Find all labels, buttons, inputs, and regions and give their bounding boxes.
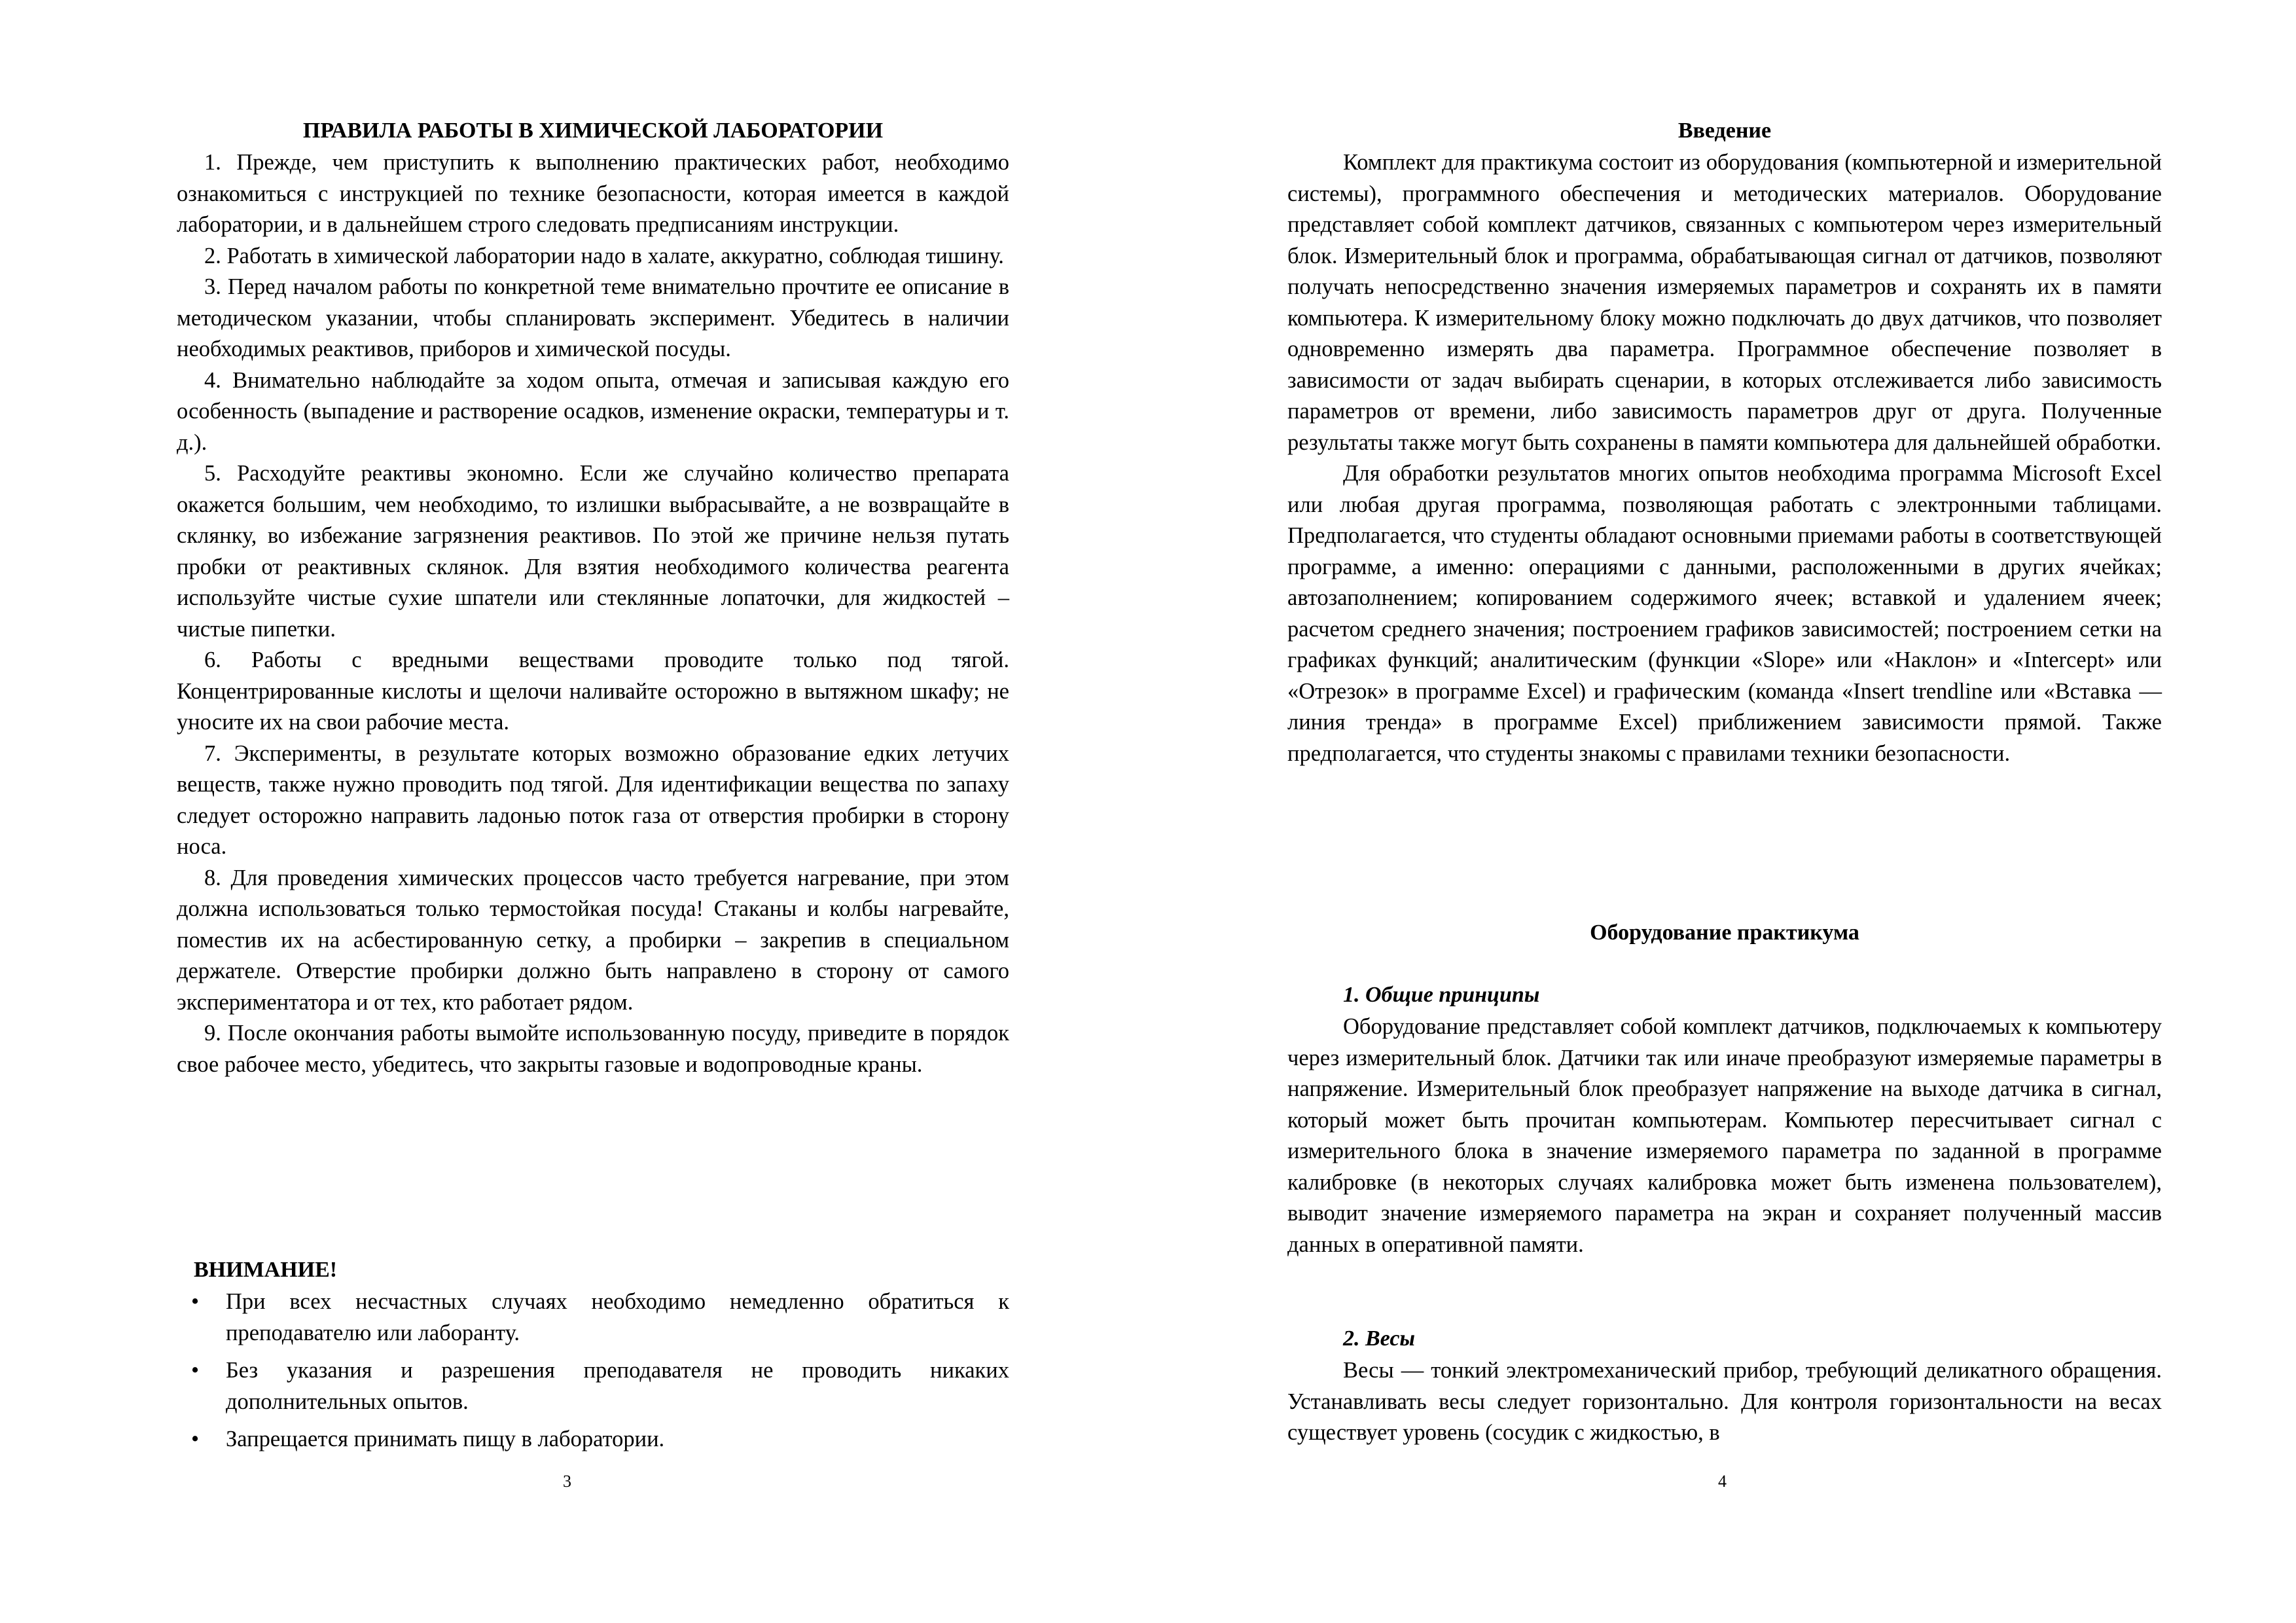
intro-text [1287, 147, 2162, 769]
list-item-text: Запрещается принимать пищу в лаборатории. [226, 1427, 665, 1451]
rule-paragraph: 2. Работать в химической лаборатории надо в халате, аккуратно, соблюдая тишину. [204, 243, 1004, 268]
warning-list [177, 1286, 1009, 1462]
rule-paragraph: 8. Для проведения химических процессов часто требуется нагревание, при этом должна использоваться только термостойкая посуда! Стаканы и колбы нагревайте, поместив их на асбестированную сетку, а пробирки – закрепив в специальном держателе. Отверстие пробирки должно быть направлено в сторону от самого экспериментатора и от тех, кто работает рядом. [177, 865, 1009, 1015]
list-item-text: При всех несчастных случаях необходимо немедленно обратиться к преподавателю или лаборанту. [226, 1289, 1009, 1345]
section-paragraph: Весы — тонкий электромеханический прибор, требующий деликатного обращения. Устанавливать весы следует горизонтально. Для контроля горизонтальности на весах существует уровень (сосудик с жидкостью, в [1287, 1358, 2162, 1445]
list-item-text: Без указания и разрешения преподавателя не проводить никаких дополнительных опытов. [226, 1358, 1009, 1414]
section-paragraph: Оборудование представляет собой комплект датчиков, подключаемых к компьютеру через измерительный блок. Датчики так или иначе преобразуют измеряемые параметры в напряжение. Измерительный блок преобразует напряжение на выходе датчика в сигнал, который может быть прочитан компьютерам. Компьютер пересчитывает сигнал с измерительного блока в значение измеряемого параметра по заданной в программе калибровке (в некоторых случаях калибровка может быть изменена пользователем), выводит значение измеряемого параметра на экран и сохраняет полученный массив данных в оперативной памяти. [1287, 1014, 2162, 1257]
bullet-icon: • [191, 1358, 200, 1383]
list-item [177, 1355, 1009, 1417]
rule-paragraph: 9. После окончания работы вымойте использованную посуду, приведите в порядок свое рабочее место, убедитесь, что закрыты газовые и водопроводные краны. [177, 1021, 1009, 1077]
rule-paragraph: 4. Внимательно наблюдайте за ходом опыта, отмечая и записывая каждую его особенность (выпадение и растворение осадков, изменение окраски, температуры и т. д.). [177, 367, 1009, 455]
rule-paragraph: 5. Расходуйте реактивы экономно. Если же случайно количество препарата окажется большим, чем необходимо, то излишки выбрасывайте, а не возвращайте в склянку, во избежание загрязнения реактивов. По этой же причине нельзя путать пробки от реактивных склянок. Для взятия необходимого количества реагента используйте чистые сухие шпатели или стеклянные лопаточки, для жидкостей – чистые пипетки. [177, 461, 1009, 642]
page-number: 4 [1718, 1472, 1727, 1491]
bullet-icon: • [191, 1289, 200, 1314]
rule-paragraph: 1. Прежде, чем приступить к выполнению практических работ, необходимо ознакомиться с инструкцией по технике безопасности, которая имеется в каждой лаборатории, и в дальнейшем строго следовать предписаниям инструкции. [177, 150, 1009, 237]
section-heading: 2. Весы [1343, 1326, 1416, 1351]
page-title: ПРАВИЛА РАБОТЫ В ХИМИЧЕСКОЙ ЛАБОРАТОРИИ [302, 119, 884, 143]
list-item [177, 1286, 1009, 1349]
rule-paragraph: 3. Перед началом работы по конкретной теме внимательно прочтите ее описание в методическом указании, чтобы спланировать эксперимент. Убедитесь в наличии необходимых реактивов, приборов и химической посуды. [177, 274, 1009, 361]
section-text [1287, 1355, 2162, 1449]
intro-title: Введение [1677, 119, 1772, 143]
section-text [1287, 1012, 2162, 1260]
rule-paragraph: 6. Работы с вредными веществами проводите только под тягой. Концентрированные кислоты и щелочи наливайте осторожно в вытяжном шкафу; не уносите их на свои рабочие места. [177, 647, 1009, 735]
intro-paragraph: Комплект для практикума состоит из оборудования (компьютерной и измерительной системы), программного обеспечения и методических материалов. Оборудование представляет собой комплект датчиков, связанных с компьютером через измерительный блок. Измерительный блок и программа, обрабатывающая сигнал от датчиков, позволяют получать непосредственно значения измеряемых параметров и сохранять их в памяти компьютера. К измерительному блоку можно подключать до двух датчиков, что позволяет одновременно измерять два параметра. Программное обеспечение позволяет в зависимости от задач выбирать сценарии, в которых отслеживается либо зависимость параметров от времени, либо зависимость параметров друг от друга. Полученные результаты также могут быть сохранены в памяти компьютера для дальнейшей обработки. [1287, 150, 2162, 455]
rules-list [177, 147, 1009, 1080]
section-heading: 1. Общие принципы [1343, 983, 1540, 1007]
bullet-icon: • [191, 1427, 200, 1451]
equipment-title: Оборудование практикума [1590, 921, 1859, 945]
rule-paragraph: 7. Эксперименты, в результате которых возможно образование едких летучих веществ, также нужно проводить под тягой. Для идентификации вещества по запаху следует осторожно направить ладонью поток газа от отверстия пробирки в сторону носа. [177, 740, 1009, 859]
page-number: 3 [563, 1472, 571, 1491]
intro-paragraph: Для обработки результатов многих опытов необходима программа Microsoft Excel или любая другая программа, позволяющая работать с электронными таблицами. Предполагается, что студенты обладают основными приемами работы в соответствующей программе, а именно: операциями с данными, расположенными в других ячейках; автозаполнением; копированием содержимого ячеек; вставкой и удалением ячеек; расчетом среднего значения; построением графиков зависимостей; построением сетки на графиках функций; аналитическим (функции «Slope» или «Наклон» и «Intercept» или «Отрезок» в программе Excel) и графическим (команда «Insert trendline или «Вставка — линия тренда» в программе Excel) приближением зависимости прямой. Также предполагается, что студенты знакомы с правилами техники безопасности. [1287, 461, 2162, 766]
list-item [177, 1424, 1009, 1455]
warning-title: ВНИМАНИЕ! [194, 1258, 338, 1282]
